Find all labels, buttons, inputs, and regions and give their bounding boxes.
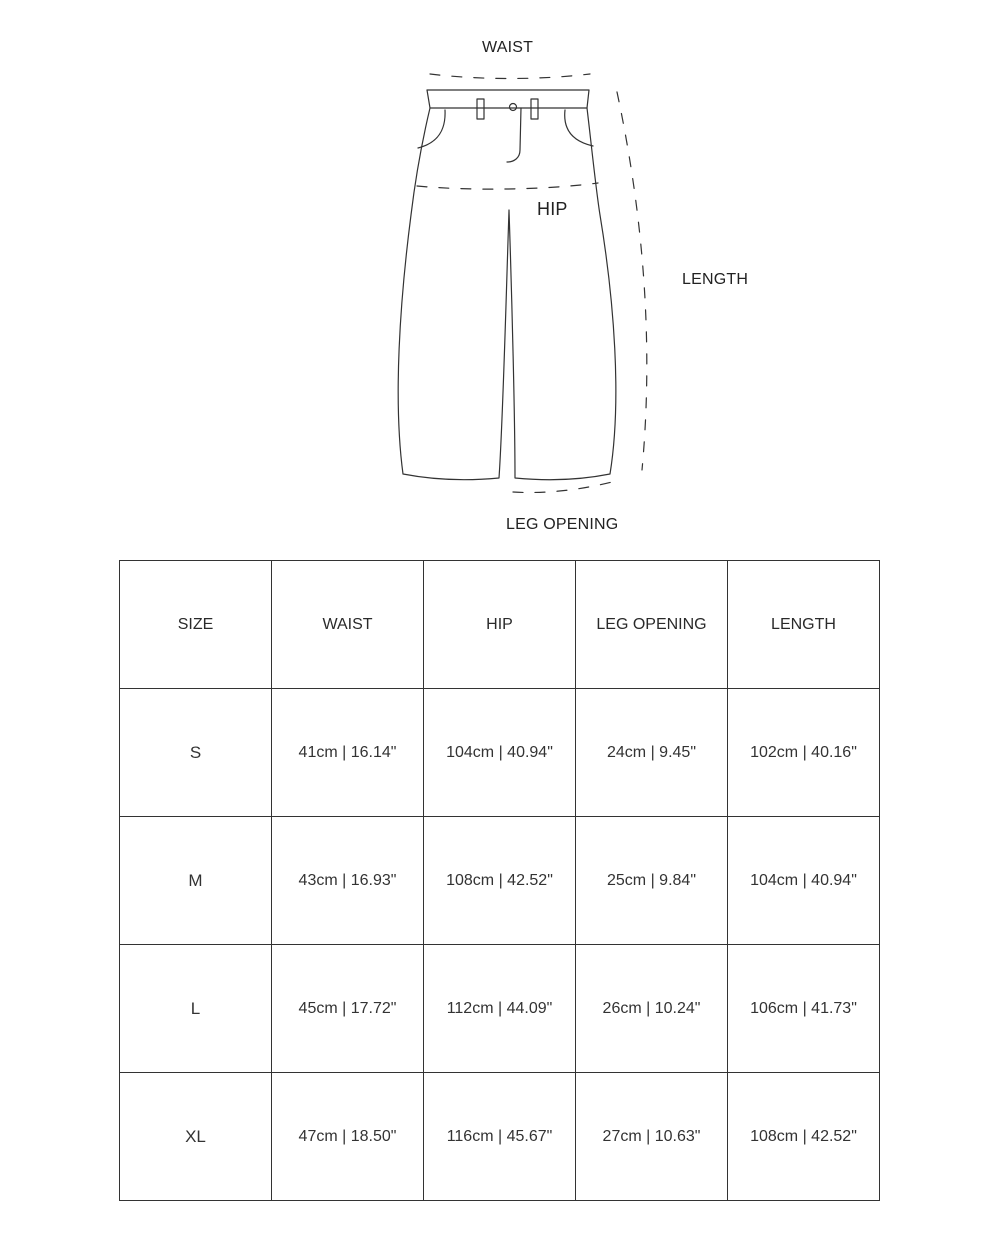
leg-opening-cell: 26cm | 10.24": [576, 945, 728, 1073]
pants-illustration: [0, 0, 1000, 560]
fly-seam: [507, 108, 521, 162]
header-waist: WAIST: [272, 561, 424, 689]
waistband-outline: [427, 90, 589, 108]
table-row: [120, 689, 880, 817]
hip-measure-line: [417, 183, 598, 189]
leg-opening-label: LEG OPENING: [506, 516, 619, 533]
header-length: LENGTH: [728, 561, 880, 689]
waist-label: WAIST: [482, 39, 534, 56]
header-size: SIZE: [120, 561, 272, 689]
waist-cell: 41cm | 16.14": [272, 689, 424, 817]
length-cell: 102cm | 40.16": [728, 689, 880, 817]
pants-diagram: [0, 0, 1000, 560]
hip-cell: 112cm | 44.09": [424, 945, 576, 1073]
size-cell: XL: [120, 1073, 272, 1201]
table-row: [120, 817, 880, 945]
table-row: [120, 1073, 880, 1201]
length-measure-line: [617, 92, 647, 470]
size-chart-table: [119, 560, 880, 1201]
pants-outline: [398, 108, 616, 480]
hip-cell: 108cm | 42.52": [424, 817, 576, 945]
leg-opening-measure-line: [513, 482, 612, 493]
leg-opening-cell: 24cm | 9.45": [576, 689, 728, 817]
waist-button: [510, 104, 517, 111]
belt-loop-left: [477, 99, 484, 119]
waist-cell: 45cm | 17.72": [272, 945, 424, 1073]
waist-cell: 47cm | 18.50": [272, 1073, 424, 1201]
length-cell: 106cm | 41.73": [728, 945, 880, 1073]
table-row: [120, 945, 880, 1073]
hip-label: HIP: [537, 199, 568, 219]
size-cell: M: [120, 817, 272, 945]
length-label: LENGTH: [682, 271, 749, 288]
waist-cell: 43cm | 16.93": [272, 817, 424, 945]
hip-cell: 116cm | 45.67": [424, 1073, 576, 1201]
waist-measure-line: [430, 74, 590, 79]
header-leg-opening: LEG OPENING: [576, 561, 728, 689]
length-cell: 108cm | 42.52": [728, 1073, 880, 1201]
header-hip: HIP: [424, 561, 576, 689]
belt-loop-right: [531, 99, 538, 119]
hip-cell: 104cm | 40.94": [424, 689, 576, 817]
leg-opening-cell: 25cm | 9.84": [576, 817, 728, 945]
table-header-row: [120, 561, 880, 689]
length-cell: 104cm | 40.94": [728, 817, 880, 945]
size-cell: L: [120, 945, 272, 1073]
size-cell: S: [120, 689, 272, 817]
leg-opening-cell: 27cm | 10.63": [576, 1073, 728, 1201]
